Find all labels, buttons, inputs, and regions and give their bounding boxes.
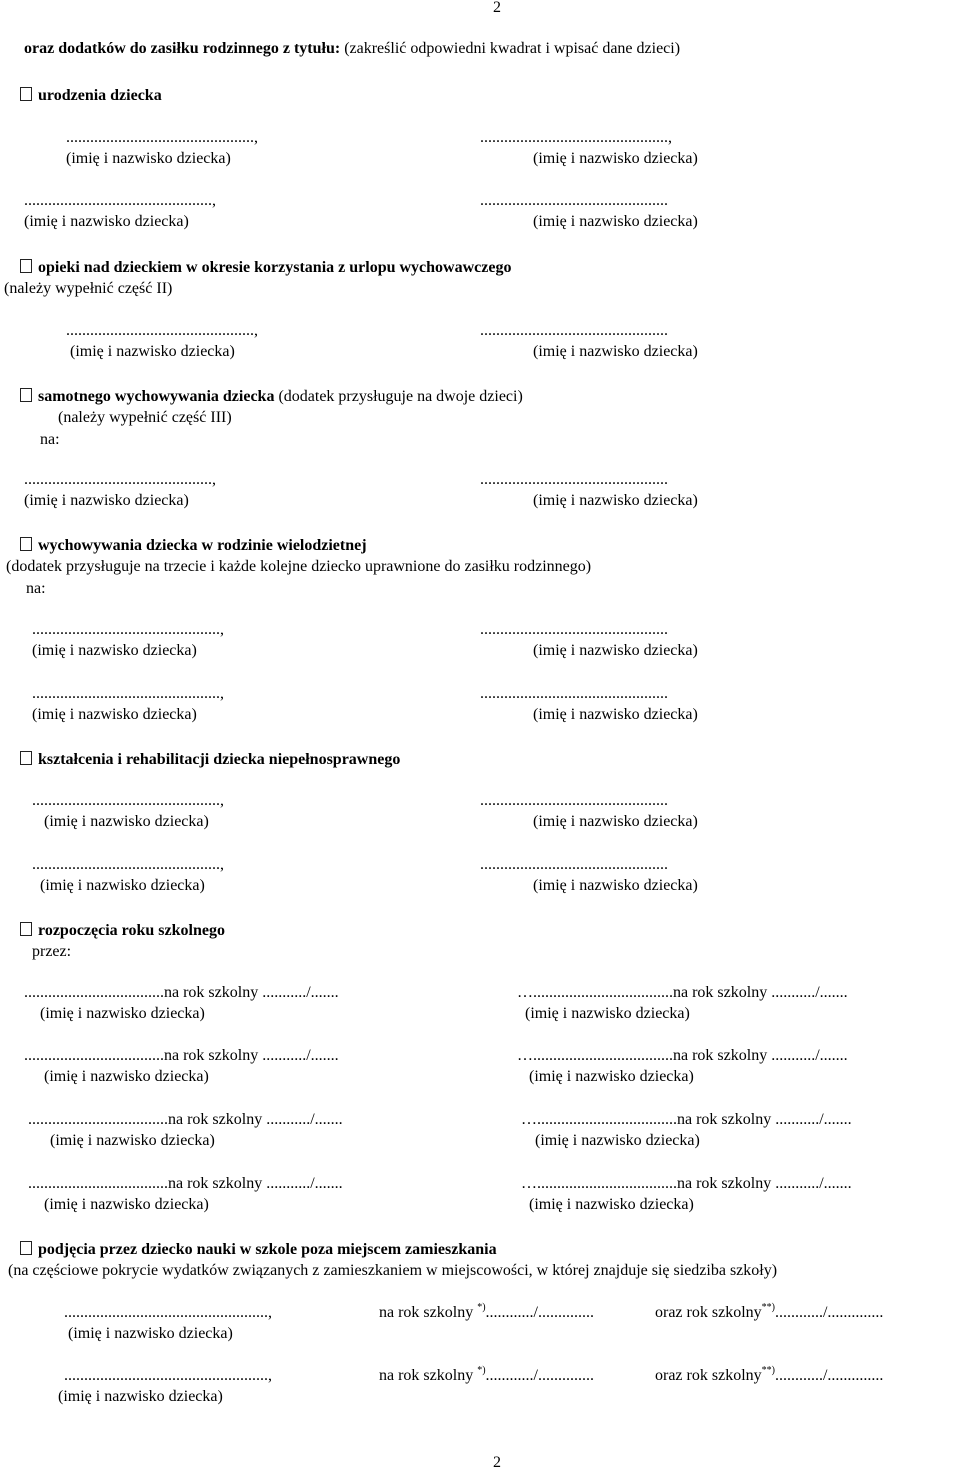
care-note: (należy wypełnić część II) [4, 280, 173, 297]
page-number-bottom: 2 [493, 1454, 501, 1471]
child-label: (imię i nazwisko dziecka) [533, 150, 698, 167]
oraz-label: oraz rok szkolny [655, 1367, 762, 1384]
child-label: (imię i nazwisko dziecka) [525, 1005, 690, 1022]
child-dots[interactable]: ..............................................., [24, 192, 216, 209]
large-na: na: [26, 580, 46, 597]
child-label: (imię i nazwisko dziecka) [32, 706, 197, 723]
child-label: (imię i nazwisko dziecka) [24, 213, 189, 230]
child-label: (imię i nazwisko dziecka) [529, 1068, 694, 1085]
school-year-line[interactable]: …...................................na rok szkolny .........../....... [517, 1047, 848, 1064]
child-dots[interactable]: ..............................................., [32, 685, 224, 702]
large-checkbox[interactable] [20, 537, 32, 551]
school-start-checkbox[interactable] [20, 922, 32, 936]
child-label: (imię i nazwisko dziecka) [44, 813, 209, 830]
care-title: opieki nad dzieckiem w okresie korzystania z urlopu wychowawczego [38, 259, 512, 276]
school-year-line[interactable]: …...................................na rok szkolny .........../....... [517, 984, 848, 1001]
oraz-label: oraz rok szkolny [655, 1304, 762, 1321]
child-dots[interactable]: ............................................... [480, 471, 668, 488]
school-away-oraz[interactable] [655, 1365, 884, 1384]
care-checkbox[interactable] [20, 259, 32, 273]
child-dots[interactable]: ............................................... [480, 685, 668, 702]
child-dots[interactable]: ..............................................., [32, 792, 224, 809]
child-label: (imię i nazwisko dziecka) [50, 1132, 215, 1149]
child-dots[interactable]: ..............................................., [66, 129, 258, 146]
single-title: samotnego wychowywania dziecka [38, 388, 275, 405]
school-away-note: (na częściowe pokrycie wydatków związanych z zamieszkaniem w miejscowości, w której znajduje się siedziba szkoły) [8, 1262, 778, 1279]
year-dots: ............/.............. [485, 1367, 594, 1384]
child-label: (imię i nazwisko dziecka) [70, 343, 235, 360]
year-label: na rok szkolny [379, 1304, 474, 1321]
disabled-checkbox[interactable] [20, 751, 32, 765]
school-away-dots[interactable]: ..................................................., [64, 1304, 272, 1321]
child-dots[interactable]: ............................................... [480, 621, 668, 638]
school-year-line[interactable]: ...................................na rok szkolny .........../....... [24, 1047, 339, 1064]
school-away-year[interactable] [379, 1365, 594, 1384]
child-label: (imię i nazwisko dziecka) [533, 213, 698, 230]
child-dots[interactable]: ..............................................., [24, 471, 216, 488]
year-mark: *) [477, 1365, 486, 1376]
school-away-oraz[interactable] [655, 1302, 884, 1321]
school-away-title: podjęcia przez dziecko nauki w szkole poza miejscem zamieszkania [38, 1241, 497, 1258]
single-title-note: (dodatek przysługuje na dwoje dzieci) [278, 388, 523, 405]
school-year-line[interactable]: …...................................na rok szkolny .........../....... [521, 1111, 852, 1128]
section-care [20, 259, 511, 276]
school-away-checkbox[interactable] [20, 1241, 32, 1255]
child-label: (imię i nazwisko dziecka) [533, 877, 698, 894]
child-label: (imię i nazwisko dziecka) [24, 492, 189, 509]
school-away-dots[interactable]: ..................................................., [64, 1367, 272, 1384]
child-dots[interactable]: ..............................................., [480, 129, 672, 146]
intro-bold: oraz dodatków do zasiłku rodzinnego z tytułu: [24, 40, 341, 57]
page-number-top: 2 [493, 0, 501, 16]
section-large [20, 537, 367, 554]
year-label: na rok szkolny [379, 1367, 474, 1384]
child-label: (imię i nazwisko dziecka) [32, 642, 197, 659]
child-label: (imię i nazwisko dziecka) [44, 1068, 209, 1085]
school-start-title: rozpoczęcia roku szkolnego [38, 922, 225, 939]
school-year-line[interactable]: …...................................na rok szkolny .........../....... [521, 1175, 852, 1192]
child-label: (imię i nazwisko dziecka) [533, 706, 698, 723]
intro-instruction: (zakreślić odpowiedni kwadrat i wpisać dane dzieci) [344, 40, 681, 57]
child-label: (imię i nazwisko dziecka) [58, 1388, 223, 1405]
school-year-line[interactable]: ...................................na rok szkolny .........../....... [28, 1111, 343, 1128]
child-dots[interactable]: ............................................... [480, 322, 668, 339]
child-dots[interactable]: ............................................... [480, 192, 668, 209]
child-dots[interactable]: ............................................... [480, 856, 668, 873]
child-label: (imię i nazwisko dziecka) [44, 1196, 209, 1213]
birth-title: urodzenia dziecka [38, 87, 162, 104]
child-label: (imię i nazwisko dziecka) [533, 343, 698, 360]
child-label: (imię i nazwisko dziecka) [40, 1005, 205, 1022]
school-start-przez: przez: [32, 943, 72, 960]
child-dots[interactable]: ..............................................., [32, 856, 224, 873]
single-na: na: [40, 431, 60, 448]
child-label: (imię i nazwisko dziecka) [40, 877, 205, 894]
section-school-start [20, 922, 225, 939]
child-label: (imię i nazwisko dziecka) [533, 492, 698, 509]
oraz-dots: ............/.............. [774, 1304, 884, 1321]
child-dots[interactable]: ..............................................., [66, 322, 258, 339]
oraz-mark: **) [761, 1365, 775, 1376]
birth-checkbox[interactable] [20, 87, 32, 101]
section-single [20, 388, 523, 405]
school-year-line[interactable]: ...................................na rok szkolny .........../....... [24, 984, 339, 1001]
child-label: (imię i nazwisko dziecka) [535, 1132, 700, 1149]
child-label: (imię i nazwisko dziecka) [533, 813, 698, 830]
large-note: (dodatek przysługuje na trzecie i każde kolejne dziecko uprawnione do zasiłku rodzinnego) [6, 558, 592, 575]
child-dots[interactable]: ..............................................., [32, 621, 224, 638]
section-school-away [20, 1241, 497, 1258]
oraz-mark: **) [761, 1302, 775, 1313]
disabled-title: kształcenia i rehabilitacji dziecka niepełnosprawnego [38, 751, 401, 768]
child-label: (imię i nazwisko dziecka) [66, 150, 231, 167]
section-disabled [20, 751, 400, 768]
large-title: wychowywania dziecka w rodzinie wielodzietnej [38, 537, 367, 554]
school-year-line[interactable]: ...................................na rok szkolny .........../....... [28, 1175, 343, 1192]
year-dots: ............/.............. [485, 1304, 594, 1321]
child-dots[interactable]: ............................................... [480, 792, 668, 809]
child-label: (imię i nazwisko dziecka) [533, 642, 698, 659]
single-note: (należy wypełnić część III) [58, 409, 232, 426]
intro-line [24, 41, 680, 57]
school-away-year[interactable] [379, 1302, 594, 1321]
child-label: (imię i nazwisko dziecka) [529, 1196, 694, 1213]
child-label: (imię i nazwisko dziecka) [68, 1325, 233, 1342]
section-birth [20, 87, 162, 104]
oraz-dots: ............/.............. [774, 1367, 884, 1384]
single-checkbox[interactable] [20, 388, 32, 402]
year-mark: *) [477, 1302, 486, 1313]
